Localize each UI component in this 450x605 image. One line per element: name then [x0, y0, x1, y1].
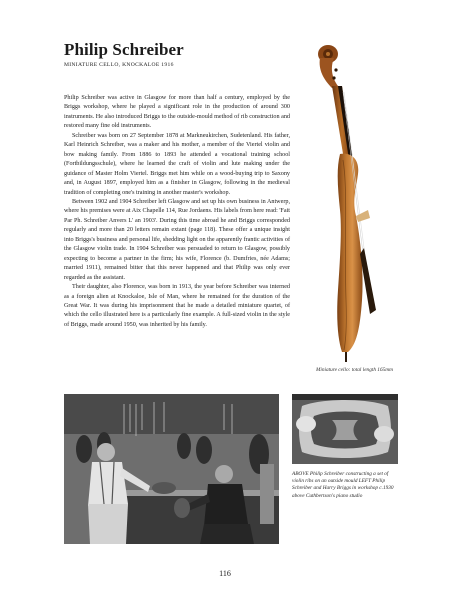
paragraph: Their daughter, also Florence, was born in 1913, the year before Schreiber was interned as a foreign alien at Knockaloe, Isle of Man, where he remained for the duration of the Great War. It was during his imprisonment that he made a detailed miniature quartet, of which the cello illustrated here is a particularly fine example. A full-sized violin in the style of Briggs, made around 1950, was inherited by his family.: [64, 284, 290, 328]
article-body: [64, 94, 290, 330]
page-title: Philip Schreiber: [64, 40, 184, 59]
rib-mould-photo: [292, 394, 398, 464]
cello-bridge: [356, 210, 370, 222]
page-subtitle: MINIATURE CELLO, KNOCKALOE 1916: [64, 62, 174, 68]
cello-body: [337, 154, 362, 352]
cello-scroll: [318, 45, 338, 88]
photo-caption: ABOVE Philip Schreiber constructing a set of violin ribs on an outside mould LEFT Philip Schreiber and Harry Briggs in workshop c.1930 above Cuthbertson's piano studio: [292, 471, 394, 499]
paragraph: Schreiber was born on 27 September 1878 at Markneukirchen, Sudetenland. His father, Karl Heinrich Schreiber, was a maker and his mother, a member of the Viertel violin and bow making family. From 1886 to 1893 he attended a vocational training school (Fortbildungsschule), where he learned the craft of violin and lute making under the guidance of Master Holm Viertel. Briggs met him while on a wood-buying trip to Saxony and, in August 1897, employed him as a finisher in Glasgow, following in the medieval tradition of completing one's training in another master's workshop.: [64, 132, 290, 196]
cello-caption: Miniature cello: total length 165mm: [316, 367, 393, 373]
paragraph: Philip Schreiber was active in Glasgow for more than half a century, employed by the Briggs workshop, where he played a significant role in the production of around 300 instruments. He also introduced Briggs to the outside-mould method of rib construction and restored many fine old instruments.: [64, 95, 290, 130]
page-number: 116: [219, 569, 231, 578]
workshop-photo: [64, 394, 279, 544]
cello-photo: [298, 40, 398, 365]
paragraph: Between 1902 and 1904 Schreiber left Glasgow and set up his own business in Antwerp, where his premises were at Aix Chapelle 114, Rue Jordaens. His labels from here read: 'Fait Par Ph. Schreiber Anvers L' an 1903'. During this time abroad he and Briggs corresponded regularly and more than 20 letters remain extant (page 118). These offer a unique insight into Briggs's business and personal life, shedding light on the apparently frantic activities of the Glasgow violin trade. In 1904 Schreiber was persuaded to return to Glasgow, possibly expecting to become a partner in the firm; his wife, Florence (b. Dumfries, née Adams; married 1911), remained bitter that this never happened and that Philip was only ever regarded as the assistant.: [64, 198, 290, 281]
